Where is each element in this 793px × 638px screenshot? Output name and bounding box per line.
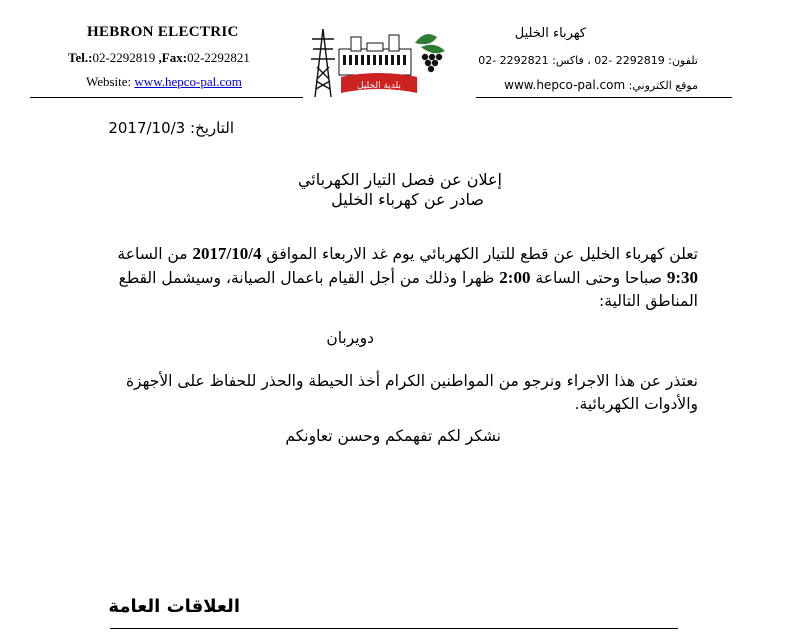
website-line-english — [86, 74, 242, 90]
header-rule-left — [30, 97, 303, 98]
website-line-arabic — [504, 78, 698, 92]
company-name-arabic: كهرباء الخليل — [514, 26, 586, 41]
grapes-icon — [415, 34, 445, 72]
contact-line-english — [68, 50, 250, 66]
outage-paragraph: تعلن كهرباء الخليل عن قطع للتيار الكهربائي يوم غد الاربعاء الموافق 2017/10/4 من الساعة 9:30 صباحا وحتى الساعة 2:00 ظهرا وذلك من أجل القيام باعمال الصيانة، وسيشمل القطع المناطق التالية: — [117, 244, 698, 310]
tel-number: 02-2292819 — [92, 50, 156, 65]
pylon-icon — [311, 29, 335, 97]
announcement-title: إعلان عن فصل التيار الكهربائي — [297, 170, 502, 189]
logo-caption: بلدية الخليل — [357, 81, 401, 91]
website-link-arabic[interactable]: www.hepco-pal.com — [504, 78, 626, 92]
tel-label: Tel.: — [68, 50, 93, 65]
affected-area: دويربان — [326, 329, 374, 347]
apology-paragraph: نعتذر عن هذا الاجراء ونرجو من المواطنين الكرام أخذ الحيطة والحذر للحفاظ على الأجهزة والأدوات الكهربائية. — [125, 372, 698, 413]
outage-end-time: 2:00 — [499, 268, 531, 287]
website-label: Website: — [86, 74, 135, 89]
company-name-english: HEBRON ELECTRIC — [87, 24, 239, 40]
fax-number: 02-2292821 — [187, 50, 250, 65]
signature-public-relations: العلاقات العامة — [108, 596, 240, 617]
banner-icon — [341, 73, 417, 93]
letter-date — [108, 119, 234, 137]
outage-date: 2017/10/4 — [192, 244, 262, 263]
announcement-subtitle: صادر عن كهرباء الخليل — [331, 190, 484, 209]
fax-label: ,Fax: — [155, 50, 188, 65]
thanks-line: نشكر لكم تفهمكم وحسن تعاونكم — [285, 427, 501, 445]
website-label-arabic: موقع الكتروني: — [625, 79, 698, 92]
header-rule-right — [476, 97, 732, 98]
hebron-city-logo-icon — [307, 23, 453, 99]
website-link-english[interactable]: www.hepco-pal.com — [134, 74, 242, 89]
date-label: التاريخ: — [185, 119, 234, 137]
outage-start-time: 9:30 — [666, 268, 698, 287]
contact-line-arabic: تلفون: 2292819 -02 ، فاكس: 2292821 -02 — [478, 54, 698, 67]
footer-rule — [110, 628, 678, 629]
date-value: 2017/10/3 — [108, 119, 186, 137]
